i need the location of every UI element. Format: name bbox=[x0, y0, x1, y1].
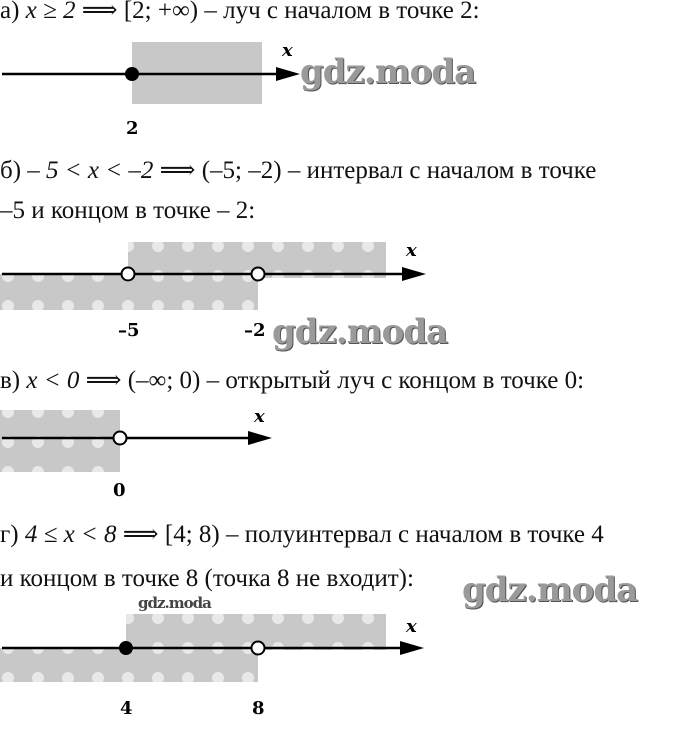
number-line-c bbox=[0, 404, 300, 504]
section-c-inequality: x < 0 bbox=[26, 367, 80, 394]
section-b-marker: б) bbox=[0, 157, 22, 184]
section-d-marker: г) bbox=[0, 521, 19, 548]
section-d-statement-cont: и концом в точке 8 (точка 8 не входит): bbox=[0, 565, 414, 592]
section-d-interval: [4; 8) bbox=[164, 521, 220, 548]
section-a-interval: [2; +∞) bbox=[123, 0, 199, 24]
number-line-a bbox=[0, 38, 320, 138]
tick-label-minus-5: –5 bbox=[118, 320, 140, 341]
open-point-minus-2 bbox=[252, 268, 265, 281]
axis-label-x: x bbox=[282, 40, 293, 61]
section-c-description: – открытый луч с концом в точке 0: bbox=[206, 367, 585, 394]
closed-point-4 bbox=[119, 641, 133, 655]
section-b-description: – интервал с началом в точке bbox=[287, 157, 597, 184]
axis-arrowhead bbox=[402, 267, 426, 281]
section-c-statement bbox=[0, 366, 584, 396]
open-point-0 bbox=[114, 432, 127, 445]
tick-label-2: 2 bbox=[126, 118, 139, 139]
watermark-1: gdz.moda bbox=[300, 52, 476, 92]
shaded-region bbox=[0, 410, 120, 472]
tick-label-8: 8 bbox=[252, 698, 265, 719]
section-b-inequality: – 5 < x < –2 bbox=[27, 157, 154, 184]
axis-arrowhead bbox=[400, 641, 424, 655]
section-d-arrow: ⟹ bbox=[122, 521, 159, 548]
section-c-interval: (–∞; 0) bbox=[127, 367, 201, 394]
tick-label-minus-2: –2 bbox=[244, 320, 266, 341]
open-point-minus-5 bbox=[122, 268, 135, 281]
axis-label-x: x bbox=[406, 240, 417, 261]
section-b-statement bbox=[0, 156, 596, 186]
tick-label-4: 4 bbox=[120, 698, 133, 719]
section-b-interval: (–5; –2) bbox=[201, 157, 282, 184]
axis-arrowhead bbox=[276, 67, 300, 81]
watermark-2: gdz.moda bbox=[272, 312, 448, 352]
section-a-marker: а) bbox=[0, 0, 20, 24]
axis-label-x: x bbox=[254, 406, 265, 427]
tick-label-0: 0 bbox=[113, 480, 126, 501]
open-point-8 bbox=[252, 642, 265, 655]
watermark-4: gdz.moda bbox=[138, 594, 211, 612]
closed-point bbox=[125, 67, 139, 81]
section-d-description: – полуинтервал с началом в точке 4 bbox=[225, 521, 604, 548]
number-line-d bbox=[0, 610, 440, 720]
axis-arrowhead bbox=[248, 431, 272, 445]
section-b-statement-cont: –5 и концом в точке – 2: bbox=[0, 197, 256, 224]
section-a-description: – луч с началом в точке 2: bbox=[204, 0, 480, 24]
section-a-statement bbox=[0, 0, 480, 26]
section-d-inequality: 4 ≤ x < 8 bbox=[24, 521, 117, 548]
section-a-inequality: x ≥ 2 bbox=[25, 0, 76, 24]
section-b-arrow: ⟹ bbox=[159, 157, 196, 184]
section-c-arrow: ⟹ bbox=[85, 367, 122, 394]
axis-label-x: x bbox=[406, 616, 417, 637]
section-a-arrow: ⟹ bbox=[81, 0, 118, 24]
watermark-3: gdz.moda bbox=[462, 570, 638, 610]
section-d-statement bbox=[0, 520, 604, 550]
section-c-marker: в) bbox=[0, 367, 21, 394]
